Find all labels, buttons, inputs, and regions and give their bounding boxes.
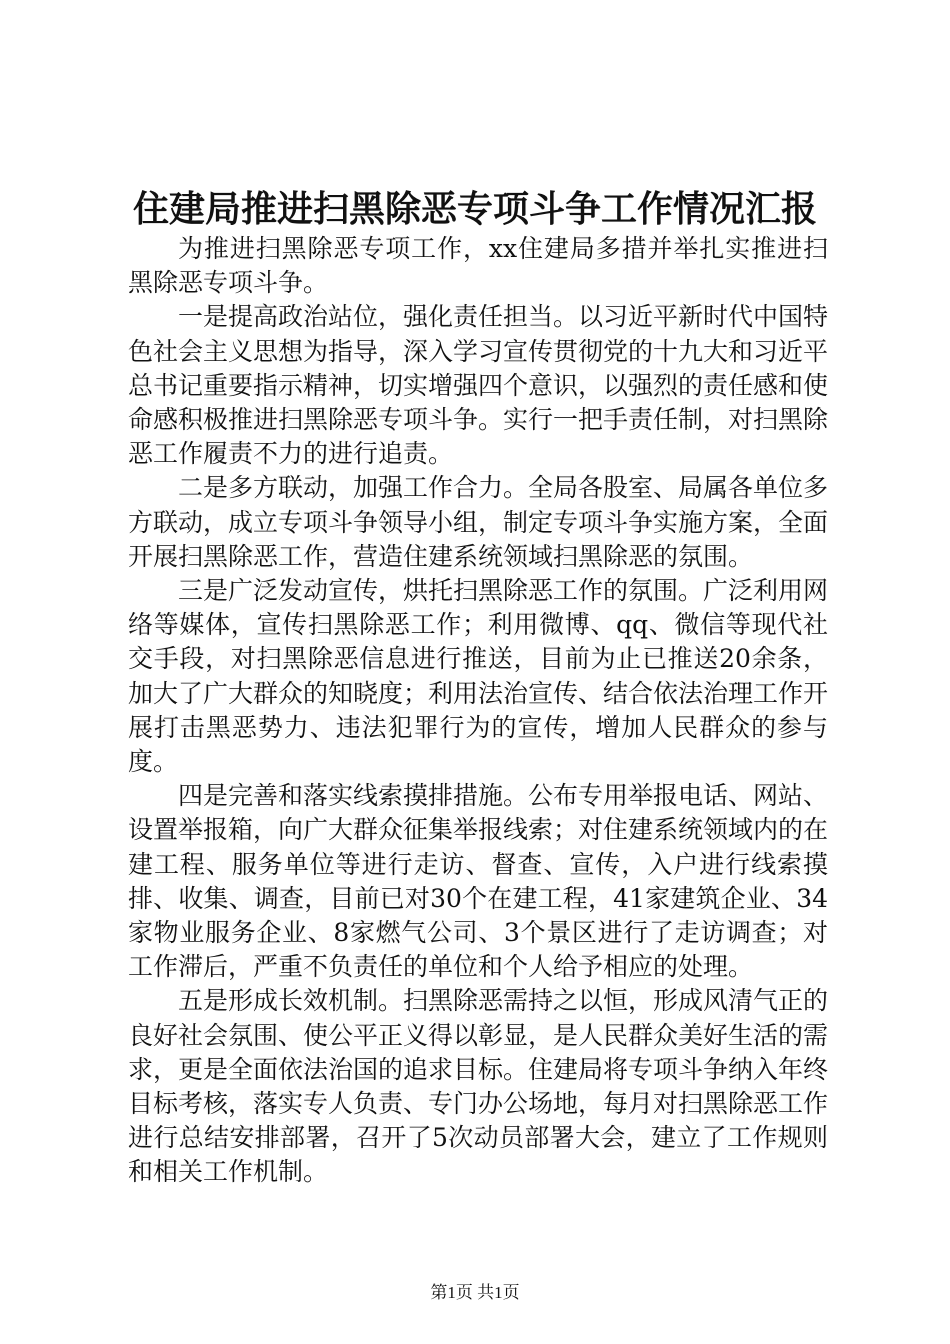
paragraph-4: 四是完善和落实线索摸排措施。公布专用举报电话、网站、设置举报箱，向广大群众征集举报线索；对住建系统领域内的在建工程、服务单位等进行走访、督查、宣传，入户进行线索摸排、收集、调查，目前已对30个在建工程，41家建筑企业、34家物业服务企业、8家燃气公司、3个景区进行了走访调查；对工作滞后，严重不负责任的单位和个人给予相应的处理。	[128, 781, 829, 982]
paragraph-2: 二是多方联动，加强工作合力。全局各股室、局属各单位多方联动，成立专项斗争领导小组，制定专项斗争实施方案，全面开展扫黑除恶工作，营造住建系统领域扫黑除恶的氛围。	[128, 473, 829, 571]
page-footer: 第1页 共1页	[430, 1283, 520, 1302]
paragraph-5: 五是形成长效机制。扫黑除恶需持之以恒，形成风清气正的良好社会氛围、使公平正义得以彰显，是人民群众美好生活的需求，更是全面依法治国的追求目标。住建局将专项斗争纳入年终目标考核，落实专人负责、专门办公场地，每月对扫黑除恶工作进行总结安排部署，召开了5次动员部署大会，建立了工作规则和相关工作机制。	[128, 986, 829, 1187]
document-body	[128, 232, 828, 1190]
document-title: 住建局推进扫黑除恶专项斗争工作情况汇报	[132, 188, 817, 230]
paragraph-3: 三是广泛发动宣传，烘托扫黑除恶工作的氛围。广泛利用网络等媒体，宣传扫黑除恶工作；利用微博、qq、微信等现代社交手段，对扫黑除恶信息进行推送，目前为止已推送20余条，加大了广大群众的知晓度；利用法治宣传、结合依法治理工作开展打击黑恶势力、违法犯罪行为的宣传，增加人民群众的参与度。	[128, 576, 829, 777]
paragraph-1: 一是提高政治站位，强化责任担当。以习近平新时代中国特色社会主义思想为指导，深入学习宣传贯彻党的十九大和习近平总书记重要指示精神，切实增强四个意识，以强烈的责任感和使命感积极推进扫黑除恶专项斗争。实行一把手责任制，对扫黑除恶工作履责不力的进行追责。	[128, 302, 829, 469]
paragraph-intro: 为推进扫黑除恶专项工作，xx住建局多措并举扎实推进扫黑除恶专项斗争。	[128, 234, 828, 298]
